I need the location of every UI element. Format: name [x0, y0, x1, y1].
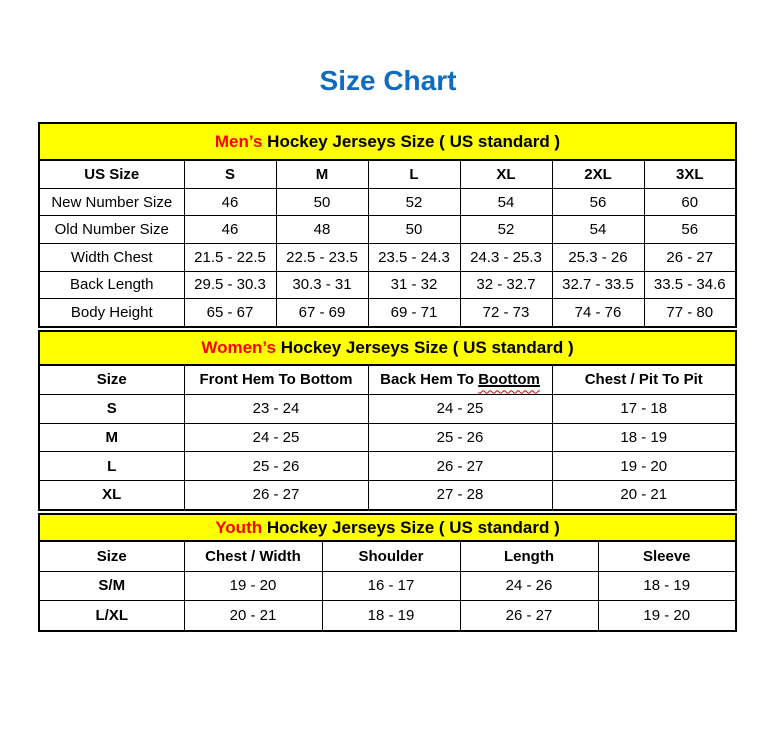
men-col-2xl: 2XL — [552, 160, 644, 188]
size-value-cell: 26 - 27 — [644, 243, 736, 271]
row-label-lxl: L/XL — [39, 601, 184, 631]
men-col-xl: XL — [460, 160, 552, 188]
size-value-cell: 25.3 - 26 — [552, 243, 644, 271]
row-label-sm: S/M — [39, 571, 184, 600]
size-value-cell: 23.5 - 24.3 — [368, 243, 460, 271]
size-value-cell: 48 — [276, 216, 368, 244]
women-col-chest-pit: Chest / Pit To Pit — [552, 365, 736, 394]
youth-col-size: Size — [39, 541, 184, 571]
youth-title-rest: Hockey Jerseys Size ( US standard ) — [266, 517, 560, 537]
size-value-cell: 30.3 - 31 — [276, 271, 368, 299]
row-label-l: L — [39, 452, 184, 481]
women-col-back-hem — [368, 365, 552, 394]
size-value-cell: 54 — [552, 216, 644, 244]
men-col-us-size: US Size — [39, 160, 184, 188]
size-value-cell: 24.3 - 25.3 — [460, 243, 552, 271]
size-value-cell: 65 - 67 — [184, 299, 276, 327]
table-row — [39, 571, 736, 600]
mens-title-highlight: Men’s — [214, 131, 263, 151]
table-row — [39, 452, 736, 481]
table-row — [39, 480, 736, 510]
size-value-cell: 23 - 24 — [184, 394, 368, 423]
size-value-cell: 22.5 - 23.5 — [276, 243, 368, 271]
table-row — [39, 394, 736, 423]
men-col-l: L — [368, 160, 460, 188]
size-value-cell: 18 - 19 — [598, 571, 736, 600]
row-label-new-number-size: New Number Size — [39, 188, 184, 216]
size-value-cell: 46 — [184, 188, 276, 216]
women-col-back-hem-prefix: Back Hem To — [380, 371, 475, 389]
size-value-cell: 19 - 20 — [184, 571, 322, 600]
row-label-s: S — [39, 394, 184, 423]
table-row — [39, 188, 736, 216]
youth-col-shoulder: Shoulder — [322, 541, 460, 571]
table-row — [39, 423, 736, 452]
size-value-cell: 18 - 19 — [322, 601, 460, 631]
size-value-cell: 25 - 26 — [368, 423, 552, 452]
size-value-cell: 74 - 76 — [552, 299, 644, 327]
row-label-xl: XL — [39, 480, 184, 510]
youth-col-sleeve: Sleeve — [598, 541, 736, 571]
misspelled-word: Boottom — [478, 371, 540, 389]
size-value-cell: 52 — [368, 188, 460, 216]
size-value-cell: 52 — [460, 216, 552, 244]
size-value-cell: 18 - 19 — [552, 423, 736, 452]
size-value-cell: 16 - 17 — [322, 571, 460, 600]
size-value-cell: 20 - 21 — [552, 480, 736, 510]
men-col-m: M — [276, 160, 368, 188]
womens-title-highlight: Women’s — [201, 338, 276, 357]
size-value-cell: 32.7 - 33.5 — [552, 271, 644, 299]
size-value-cell: 29.5 - 30.3 — [184, 271, 276, 299]
table-row — [39, 271, 736, 299]
size-value-cell: 54 — [460, 188, 552, 216]
size-value-cell: 67 - 69 — [276, 299, 368, 327]
size-value-cell: 32 - 32.7 — [460, 271, 552, 299]
size-value-cell: 25 - 26 — [184, 452, 368, 481]
mens-title-rest: Hockey Jerseys Size ( US standard ) — [267, 131, 561, 151]
size-value-cell: 20 - 21 — [184, 601, 322, 631]
size-value-cell: 19 - 20 — [598, 601, 736, 631]
women-col-size: Size — [39, 365, 184, 394]
size-value-cell: 26 - 27 — [184, 480, 368, 510]
youth-col-chest-width: Chest / Width — [184, 541, 322, 571]
youth-col-length: Length — [460, 541, 598, 571]
youth-size-table — [38, 513, 737, 632]
size-value-cell: 33.5 - 34.6 — [644, 271, 736, 299]
size-value-cell: 31 - 32 — [368, 271, 460, 299]
size-value-cell: 24 - 25 — [184, 423, 368, 452]
row-label-old-number-size: Old Number Size — [39, 216, 184, 244]
table-row — [39, 216, 736, 244]
row-label-body-height: Body Height — [39, 299, 184, 327]
size-value-cell: 77 - 80 — [644, 299, 736, 327]
men-col-s: S — [184, 160, 276, 188]
mens-size-table — [38, 122, 737, 328]
table-row — [39, 601, 736, 631]
mens-table-title — [39, 123, 736, 160]
size-value-cell: 26 - 27 — [460, 601, 598, 631]
youth-table-title — [39, 514, 736, 541]
size-value-cell: 19 - 20 — [552, 452, 736, 481]
size-value-cell: 69 - 71 — [368, 299, 460, 327]
row-label-width-chest: Width Chest — [39, 243, 184, 271]
size-value-cell: 56 — [644, 216, 736, 244]
size-value-cell: 56 — [552, 188, 644, 216]
womens-size-table — [38, 330, 737, 511]
size-value-cell: 46 — [184, 216, 276, 244]
size-value-cell: 24 - 25 — [368, 394, 552, 423]
row-label-back-length: Back Length — [39, 271, 184, 299]
table-row — [39, 299, 736, 327]
size-value-cell: 17 - 18 — [552, 394, 736, 423]
misspelled-word-underline — [478, 371, 540, 388]
size-value-cell: 21.5 - 22.5 — [184, 243, 276, 271]
women-col-front-hem: Front Hem To Bottom — [184, 365, 368, 394]
size-value-cell: 60 — [644, 188, 736, 216]
womens-title-rest: Hockey Jerseys Size ( US standard ) — [280, 338, 574, 357]
size-value-cell: 24 - 26 — [460, 571, 598, 600]
size-value-cell: 26 - 27 — [368, 452, 552, 481]
size-value-cell: 50 — [368, 216, 460, 244]
page-title: Size Chart — [319, 65, 457, 96]
size-value-cell: 72 - 73 — [460, 299, 552, 327]
size-value-cell: 50 — [276, 188, 368, 216]
table-row — [39, 243, 736, 271]
womens-table-title — [39, 331, 736, 365]
youth-title-highlight: Youth — [215, 517, 263, 537]
size-chart-page — [0, 64, 776, 632]
men-col-3xl: 3XL — [644, 160, 736, 188]
size-value-cell: 27 - 28 — [368, 480, 552, 510]
row-label-m: M — [39, 423, 184, 452]
